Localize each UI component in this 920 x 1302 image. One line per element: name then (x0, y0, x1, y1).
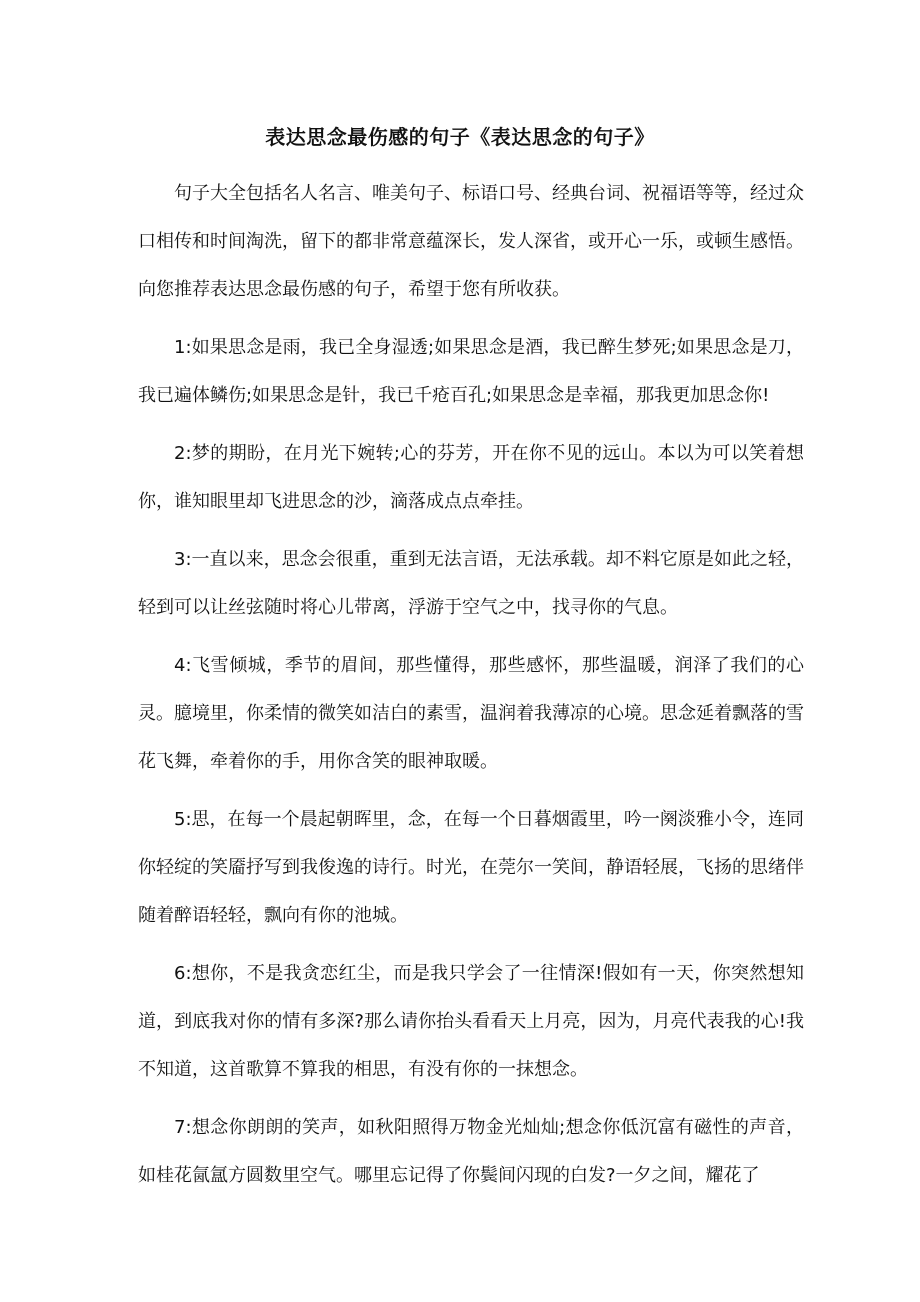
document-title: 表达思念最伤感的句子《表达思念的句子》 (265, 125, 655, 149)
sentence-paragraph-7: 7:想念你朗朗的笑声，如秋阳照得万物金光灿灿;想念你低沉富有磁性的声音，如桂花氤氲方圆数里空气。哪里忘记得了你鬓间闪现的白发?一夕之间，耀花了 (138, 1117, 804, 1186)
sentence-paragraph-6: 6:想你，不是我贪恋红尘，而是我只学会了一往情深!假如有一天，你突然想知道，到底我对你的情有多深?那么请你抬头看看天上月亮，因为，月亮代表我的心!我不知道，这首歌算不算我的相思，有没有你的一抹想念。 (138, 963, 804, 1080)
document-body (138, 170, 804, 1210)
sentence-paragraph-2: 2:梦的期盼，在月光下婉转;心的芬芳，开在你不见的远山。本以为可以笑着想你，谁知眼里却飞进思念的沙，滴落成点点牵挂。 (138, 443, 804, 512)
sentence-paragraph-4: 4:飞雪倾城，季节的眉间，那些懂得，那些感怀，那些温暖，润泽了我们的心灵。臆境里，你柔情的微笑如洁白的素雪，温润着我薄凉的心境。思念延着飘落的雪花飞舞，牵着你的手，用你含笑的眼神取暖。 (138, 655, 804, 772)
sentence-paragraph-5: 5:思，在每一个晨起朝晖里，念，在每一个日暮烟霞里，吟一阕淡雅小令，连同你轻绽的笑靥抒写到我俊逸的诗行。时光，在莞尔一笑间，静语轻展，飞扬的思绪伴随着醉语轻轻，飘向有你的池城。 (138, 809, 804, 926)
sentence-paragraph-1: 1:如果思念是雨，我已全身湿透;如果思念是酒，我已醉生梦死;如果思念是刀，我已遍体鳞伤;如果思念是针，我已千疮百孔;如果思念是幸福，那我更加思念你! (138, 337, 804, 406)
sentence-paragraph-3: 3:一直以来，思念会很重，重到无法言语，无法承载。却不料它原是如此之轻，轻到可以让丝弦随时将心儿带离，浮游于空气之中，找寻你的气息。 (138, 549, 804, 618)
intro-paragraph: 句子大全包括名人名言、唯美句子、标语口号、经典台词、祝福语等等，经过众口相传和时间淘洗，留下的都非常意蕴深长，发人深省，或开心一乐，或顿生感悟。向您推荐表达思念最伤感的句子，希望于您有所收获。 (138, 183, 804, 300)
